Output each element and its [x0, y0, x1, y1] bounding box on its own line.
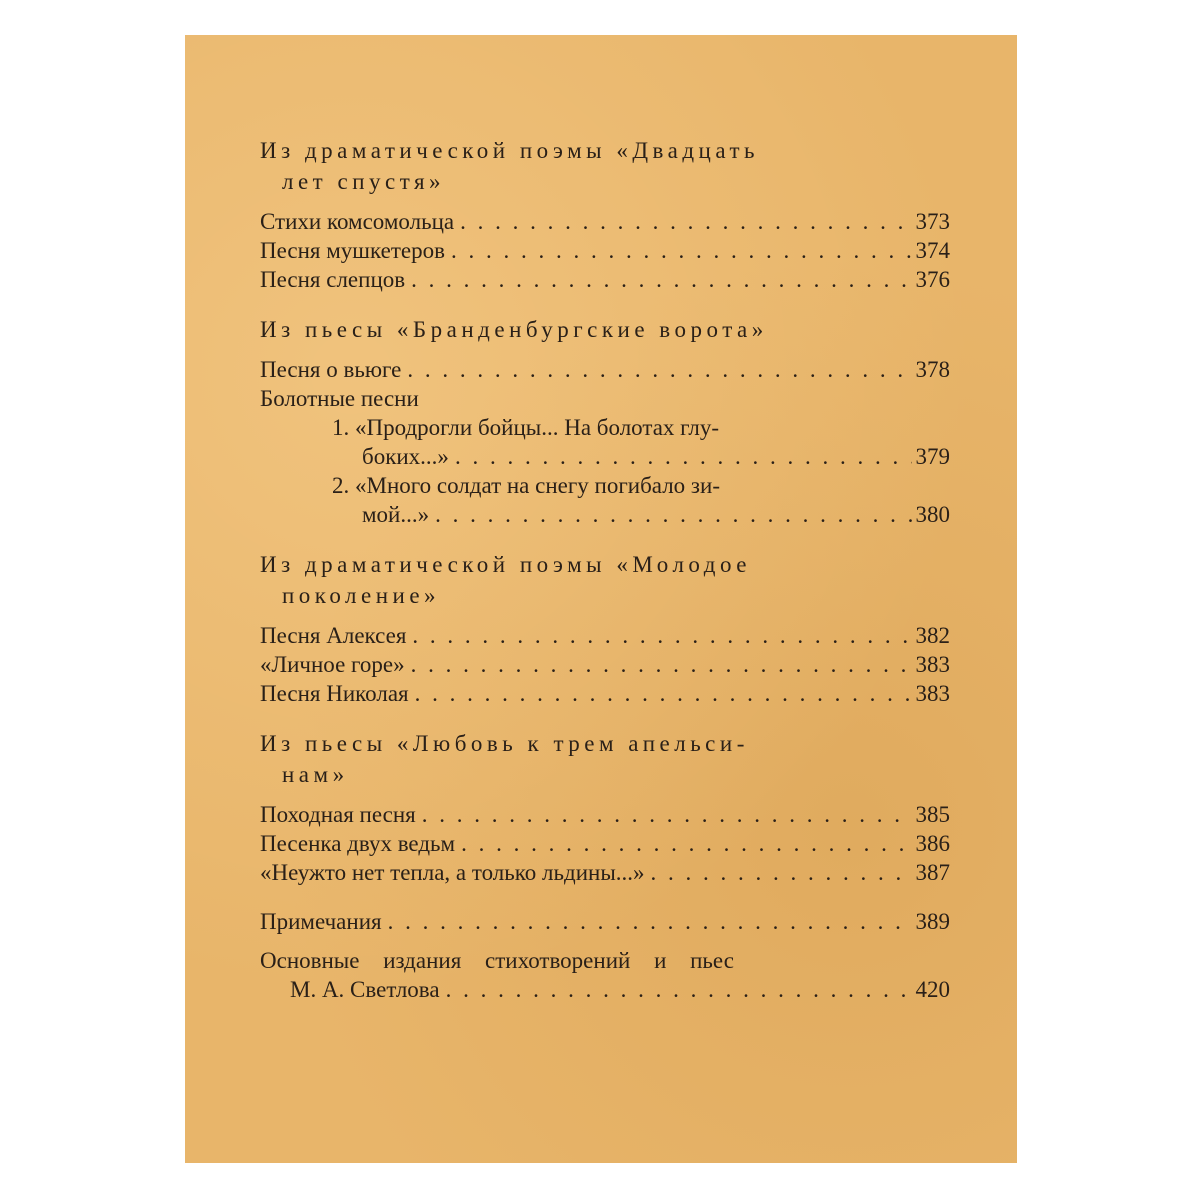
toc-entry	[260, 236, 950, 265]
leader-dots	[440, 975, 912, 1004]
section-title-line1: Из пьесы «Бранденбургские ворота»	[260, 317, 768, 342]
section-entries	[260, 207, 950, 294]
section-title-line1: Из драматической поэмы «Двадцать	[260, 138, 759, 163]
table-of-contents	[260, 135, 950, 1004]
section-title-love-three-oranges	[260, 728, 950, 790]
section-title-twenty-years	[260, 135, 950, 197]
toc-sub-item-line1: 2. «Много солдат на снегу погибало зи-	[332, 473, 720, 498]
leader-dots	[449, 442, 912, 471]
toc-sub-item	[260, 413, 950, 471]
leader-dots	[645, 858, 912, 887]
toc-sub-item	[260, 471, 950, 529]
leader-dots	[445, 236, 912, 265]
toc-entry-label: Примечания	[260, 909, 382, 934]
toc-entry-page: 379	[915, 444, 950, 469]
toc-entry	[332, 500, 950, 529]
toc-entry-page: 387	[915, 860, 950, 885]
toc-entry-page: 385	[915, 802, 950, 827]
toc-entry-label: Походная песня	[260, 802, 416, 827]
toc-entry-label: «Личное горе»	[260, 652, 405, 677]
toc-entry	[260, 858, 950, 887]
leader-dots	[382, 907, 912, 936]
toc-entry-label: Песня Алексея	[260, 623, 407, 648]
toc-sub-item-line2: мой...»	[362, 502, 430, 527]
toc-entry-page: 383	[915, 652, 950, 677]
toc-entry-page: 376	[915, 267, 950, 292]
section-entries	[260, 621, 950, 708]
toc-entry-page: 378	[915, 357, 950, 382]
section-title-line2: поколение»	[282, 583, 441, 608]
section-title-line2: нам»	[282, 762, 349, 787]
toc-entry-page: 373	[915, 209, 950, 234]
leader-dots	[409, 679, 912, 708]
leader-dots	[416, 800, 912, 829]
toc-entry	[260, 265, 950, 294]
toc-entry-label: «Неужто нет тепла, а только льдины...»	[260, 860, 645, 885]
toc-entry-label: Стихи комсомольца	[260, 209, 455, 234]
toc-entry-page: 382	[915, 623, 950, 648]
leader-dots	[405, 265, 911, 294]
leader-dots	[454, 207, 911, 236]
toc-sub-item-line1: 1. «Продрогли бойцы... На болотах глу-	[332, 415, 720, 440]
toc-entry-label: Песня слепцов	[260, 267, 406, 292]
toc-sub-item-line2: боких...»	[362, 444, 449, 469]
book-page	[185, 35, 1017, 1163]
toc-entry-editions	[260, 975, 950, 1004]
section-title-young-generation	[260, 549, 950, 611]
toc-entry	[332, 442, 950, 471]
toc-editions-line1: Основные издания стихотворений и пьес	[260, 948, 734, 973]
leader-dots	[405, 650, 912, 679]
toc-entry-page: 420	[915, 977, 950, 1002]
section-title-line1: Из драматической поэмы «Молодое	[260, 552, 751, 577]
toc-entry	[260, 679, 950, 708]
toc-entry-label: Песенка двух ведьм	[260, 831, 456, 856]
toc-entry-page: 386	[915, 831, 950, 856]
toc-entry	[260, 207, 950, 236]
section-title-line2: лет спустя»	[282, 169, 446, 194]
toc-entry-label: Песня мушкетеров	[260, 238, 445, 263]
toc-entry-page: 374	[915, 238, 950, 263]
section-entries	[260, 800, 950, 887]
leader-dots	[401, 355, 911, 384]
toc-entry	[260, 800, 950, 829]
toc-entry	[260, 621, 950, 650]
toc-entry-notes	[260, 907, 950, 936]
toc-entry-page: 383	[915, 681, 950, 706]
section-entries	[260, 355, 950, 529]
toc-group-label: Болотные песни	[260, 386, 419, 411]
toc-entry-label: Песня Николая	[260, 681, 409, 706]
toc-entry-page: 380	[915, 502, 950, 527]
leader-dots	[406, 621, 911, 650]
toc-entry	[260, 829, 950, 858]
toc-entry-page: 389	[915, 909, 950, 934]
section-title-line1: Из пьесы «Любовь к трем апельси-	[260, 731, 749, 756]
leader-dots	[455, 829, 911, 858]
leader-dots	[429, 500, 911, 529]
toc-editions-line2: М. А. Светлова	[290, 977, 440, 1002]
toc-entry	[260, 650, 950, 679]
toc-entry	[260, 355, 950, 384]
toc-entry-label: Песня о вьюге	[260, 357, 402, 382]
section-title-brandenburg-gate	[260, 314, 950, 345]
